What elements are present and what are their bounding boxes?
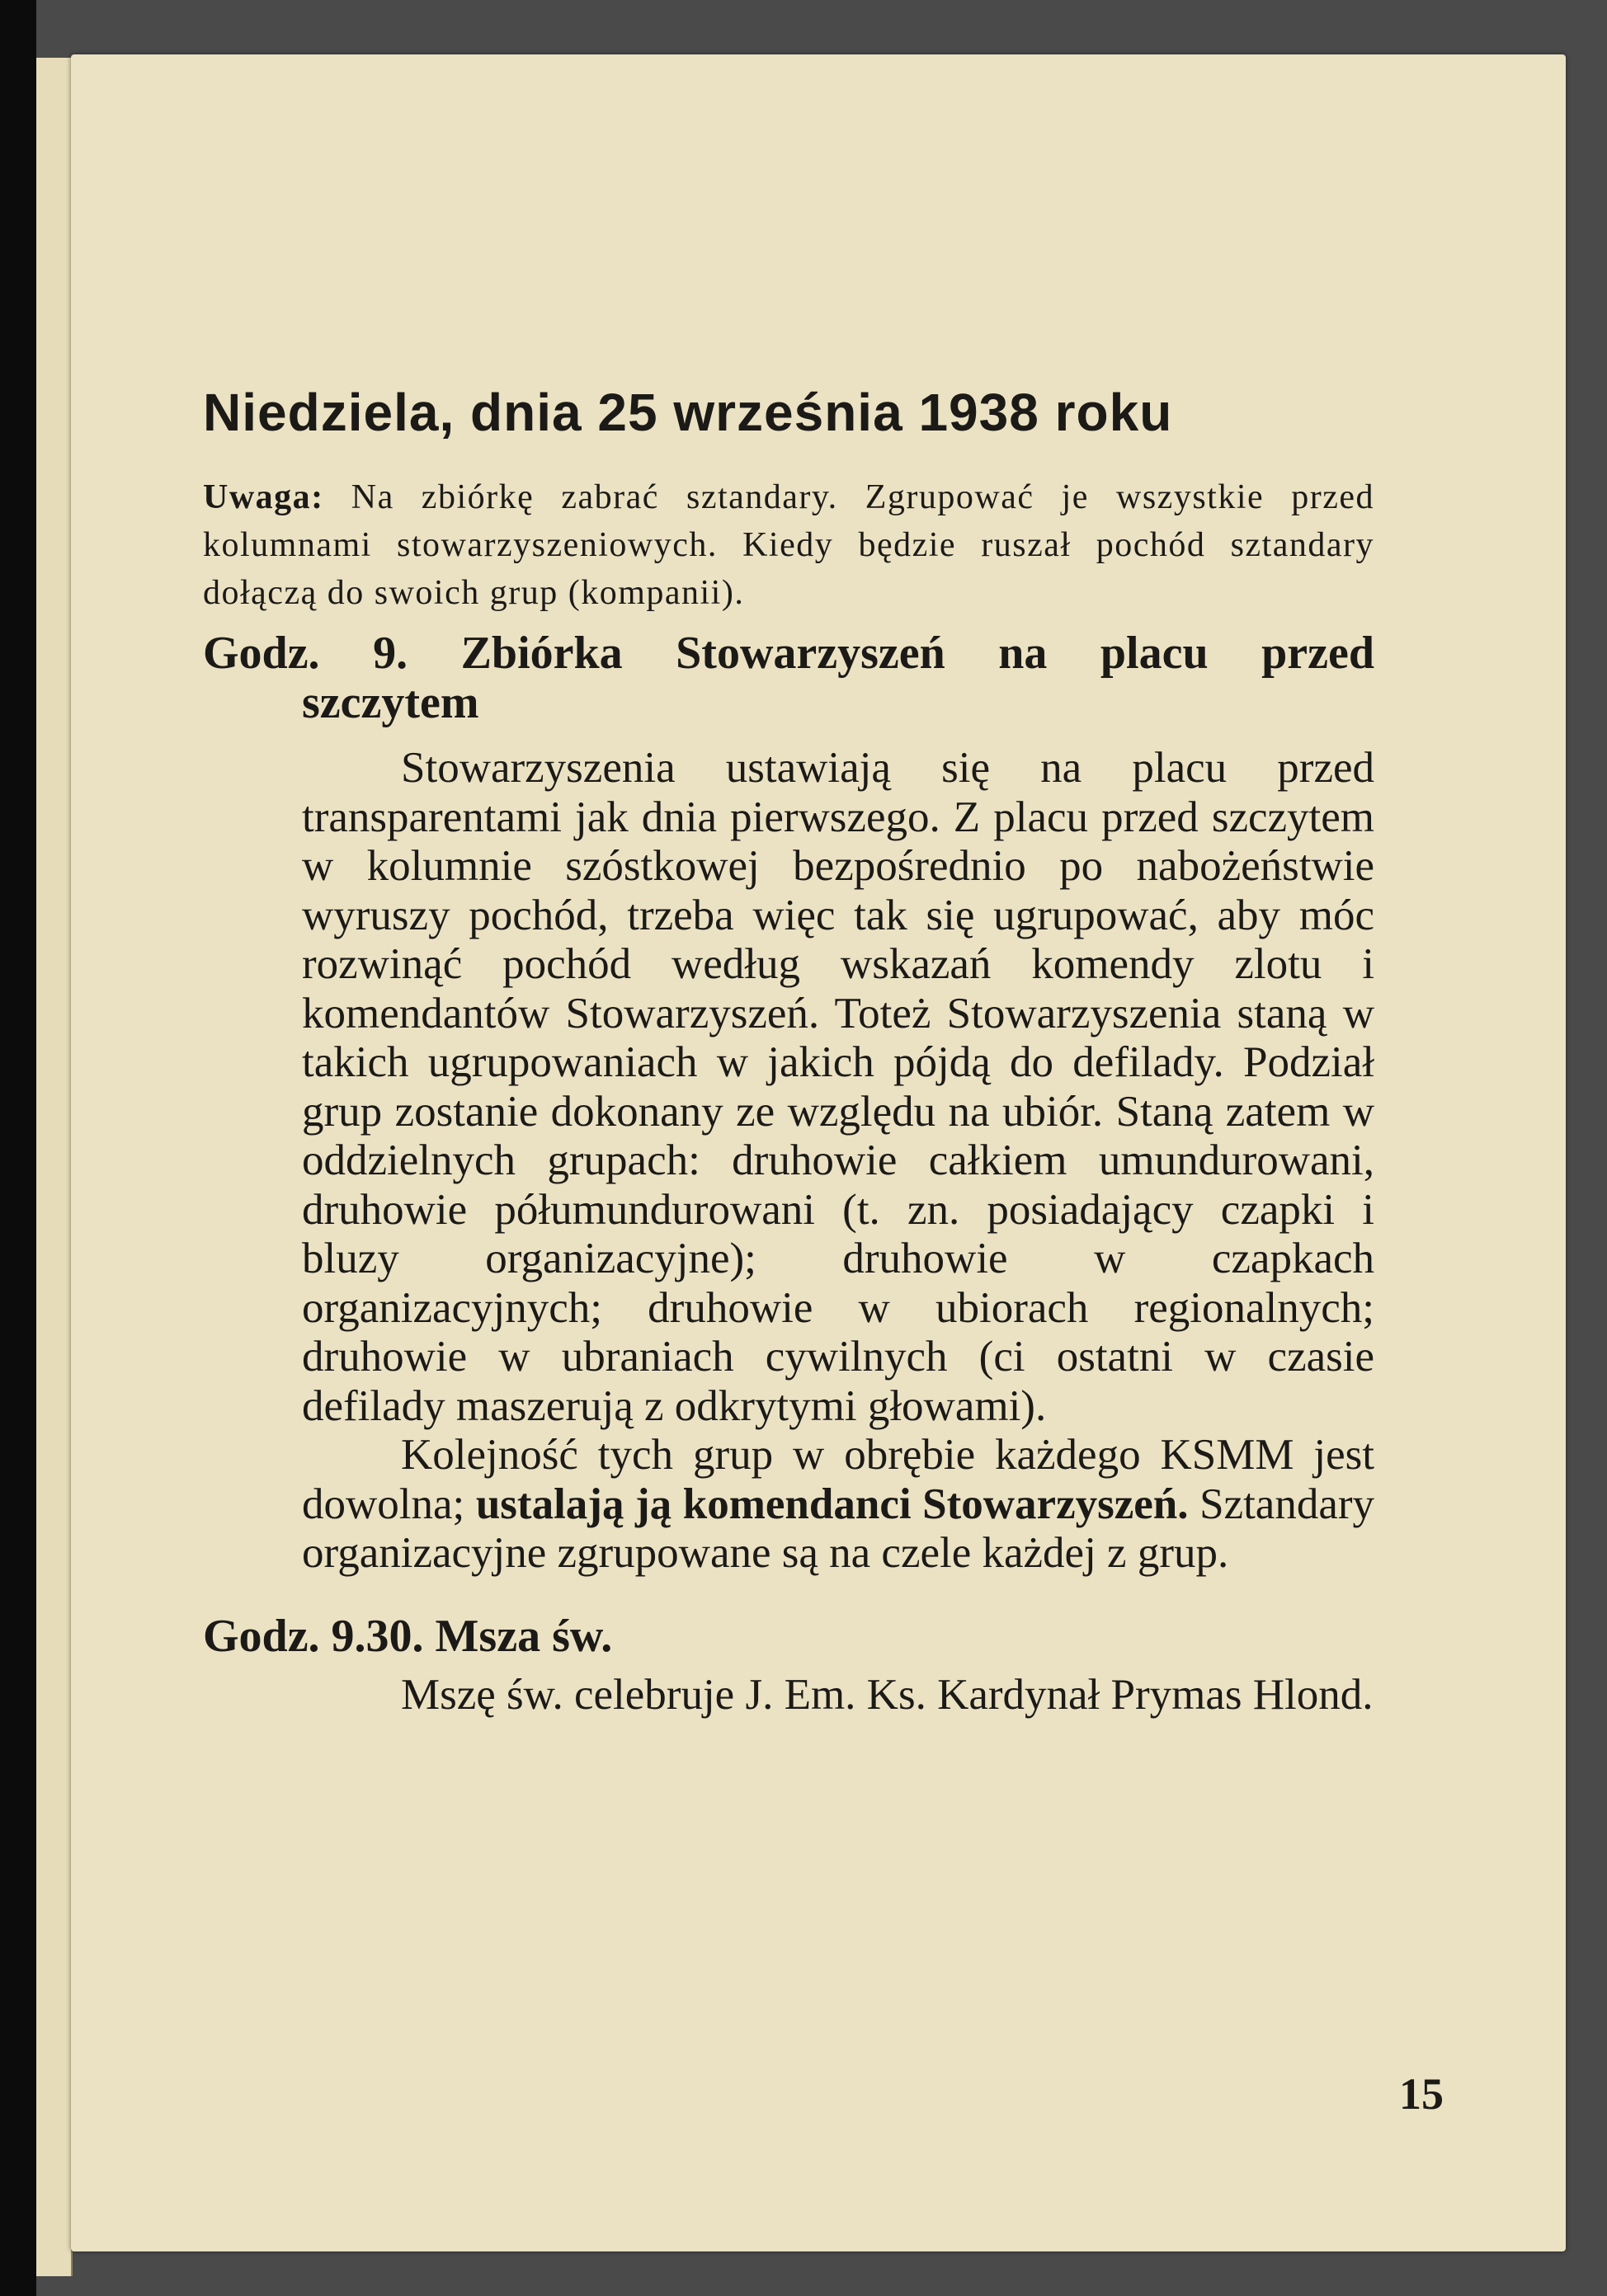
note-paragraph [203, 473, 1374, 617]
section-930-paragraph [302, 1671, 1374, 1720]
section-heading-9-continued: szczytem [302, 677, 479, 728]
note-text: Na zbiórkę zabrać sztandary. Zgrupować je wszystkie przed kolumnami stowarzyszeniowych. Kiedy będzie ruszał pochód sztandary dołączą do swoich grup (kompanii). [203, 478, 1375, 612]
page-number: 15 [1399, 2069, 1444, 2119]
section-9-paragraph-2 [302, 1431, 1374, 1578]
section-9-paragraph-2-part2: Sztandary organizacyjne zgrupowane są na czele każdej z grup. [302, 1480, 1375, 1577]
section-9-paragraph-1-text: Stowarzyszenia ustawiają się na placu przed transparentami jak dnia pierwszego. Z placu przed szczytem w kolumnie szóstkowej bezpośrednio po nabożeństwie wyruszy pochód, trzeba więc tak się ugrupować, aby móc rozwinąć pochód według wskazań komendy zlotu i komendantów Stowarzyszeń. Toteż Stowarzyszenia staną w takich ugrupowaniach w jakich pójdą do defilady. Podział grup zostanie dokonany ze względu na ubiór. Staną zatem w oddzielnych grupach: druhowie całkiem umundurowani, druhowie półumundurowani (t. zn. posiadający czapki i bluzy organizacyjne); druhowie w czapkach organizacyjnych; druhowie w ubiorach regionalnych; druhowie w ubraniach cywilnych (ci ostatni w czasie defilady maszerują z odkrytymi głowami). [302, 744, 1374, 1430]
section-heading-930: Godz. 9.30. Msza św. [203, 1610, 613, 1662]
note-label: Uwaga: [203, 478, 324, 516]
section-9-paragraph-2-bold: ustalają ją komendanci Stowarzyszeń. [475, 1480, 1189, 1528]
page-title: Niedziela, dnia 25 września 1938 roku [203, 383, 1173, 442]
book-page [71, 54, 1566, 2251]
previous-page-edge [36, 58, 73, 2276]
scan-border [0, 0, 36, 2296]
section-930-paragraph-text: Mszę św. celebruje J. Em. Ks. Kardynał Prymas Hlond. [401, 1670, 1374, 1719]
section-9-paragraph-2-part1: Kolejność tych grup w obrębie każdego KSMM jest dowolna; [302, 1431, 1374, 1528]
page-text [203, 376, 1374, 1720]
section-heading-9: Godz. 9. Zbiórka Stowarzyszeń na placu przed [203, 628, 1374, 679]
section-9-paragraph-1 [302, 744, 1374, 1431]
